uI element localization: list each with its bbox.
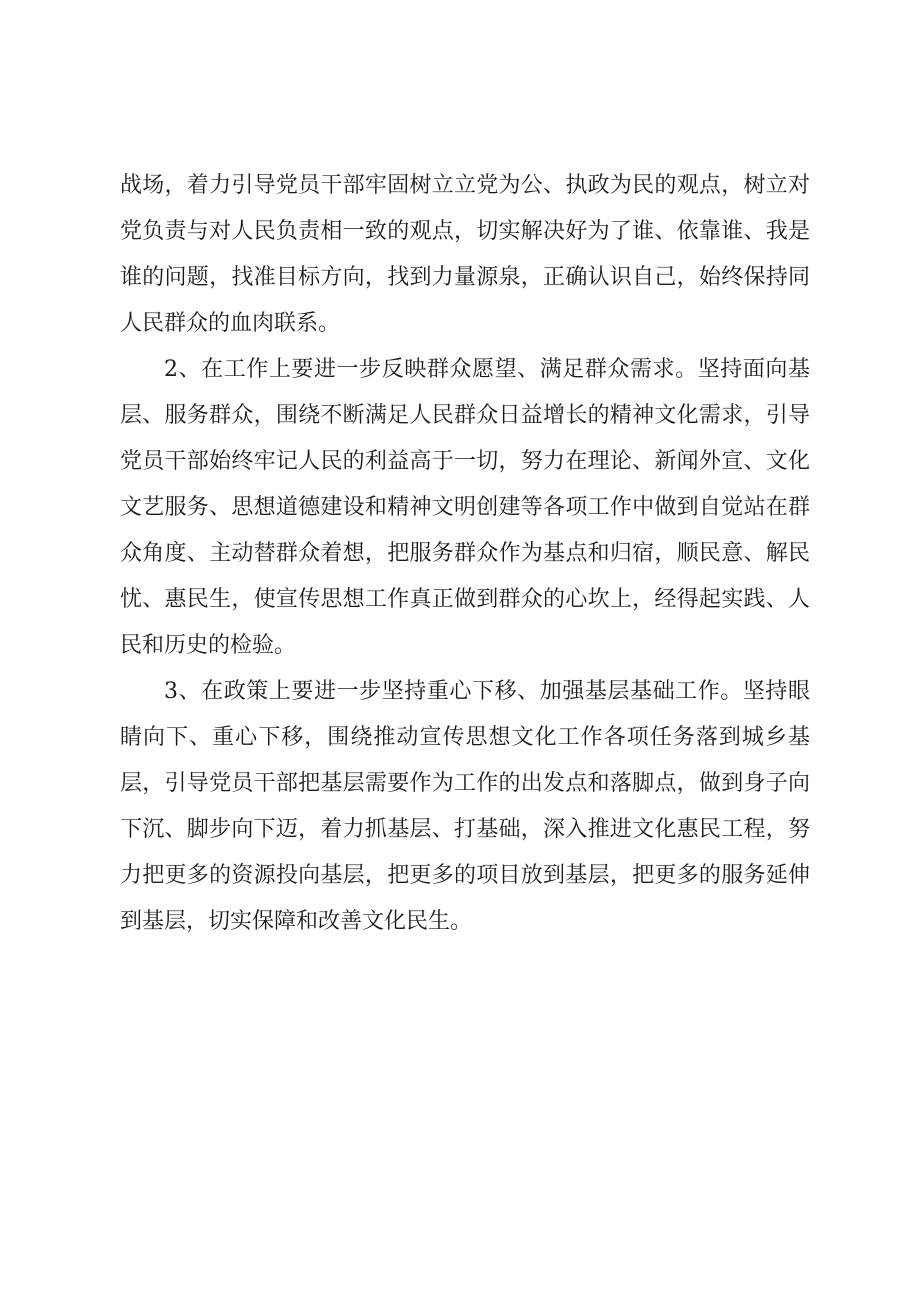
paragraph-2: 2、在工作上要进一步反映群众愿望、满足群众需求。坚持面向基层、服务群众，围绕不断满足人民群众日益增长的精神文化需求，引导党员干部始终牢记人民的利益高于一切，努力在理论、新闻外宣、文化文艺服务、思想道德建设和精神文明创建等各项工作中做到自觉站在群众角度、主动替群众着想，把服务群众作为基点和归宿，顺民意、解民忧、惠民生，使宣传思想工作真正做到群众的心坎上，经得起实践、人民和历史的检验。 bbox=[120, 357, 810, 658]
paragraph-continuation: 战场，着力引导党员干部牢固树立立党为公、执政为民的观点，树立对党负责与对人民负责相一致的观点，切实解决好为了谁、依靠谁、我是谁的问题，找准目标方向，找到力量源泉，正确认识自己，始终保持同人民群众的血肉联系。 bbox=[120, 173, 810, 336]
paragraph-3: 3、在政策上要进一步坚持重心下移、加强基层基础工作。坚持眼睛向下、重心下移，围绕推动宣传思想文化工作各项任务落到城乡基层，引导党员干部把基层需要作为工作的出发点和落脚点，做到身子向下沉、脚步向下迈，着力抓基层、打基础，深入推进文化惠民工程，努力把更多的资源投向基层，把更多的项目放到基层，把更多的服务延伸到基层，切实保障和改善文化民生。 bbox=[120, 679, 810, 934]
document-body bbox=[120, 163, 810, 945]
